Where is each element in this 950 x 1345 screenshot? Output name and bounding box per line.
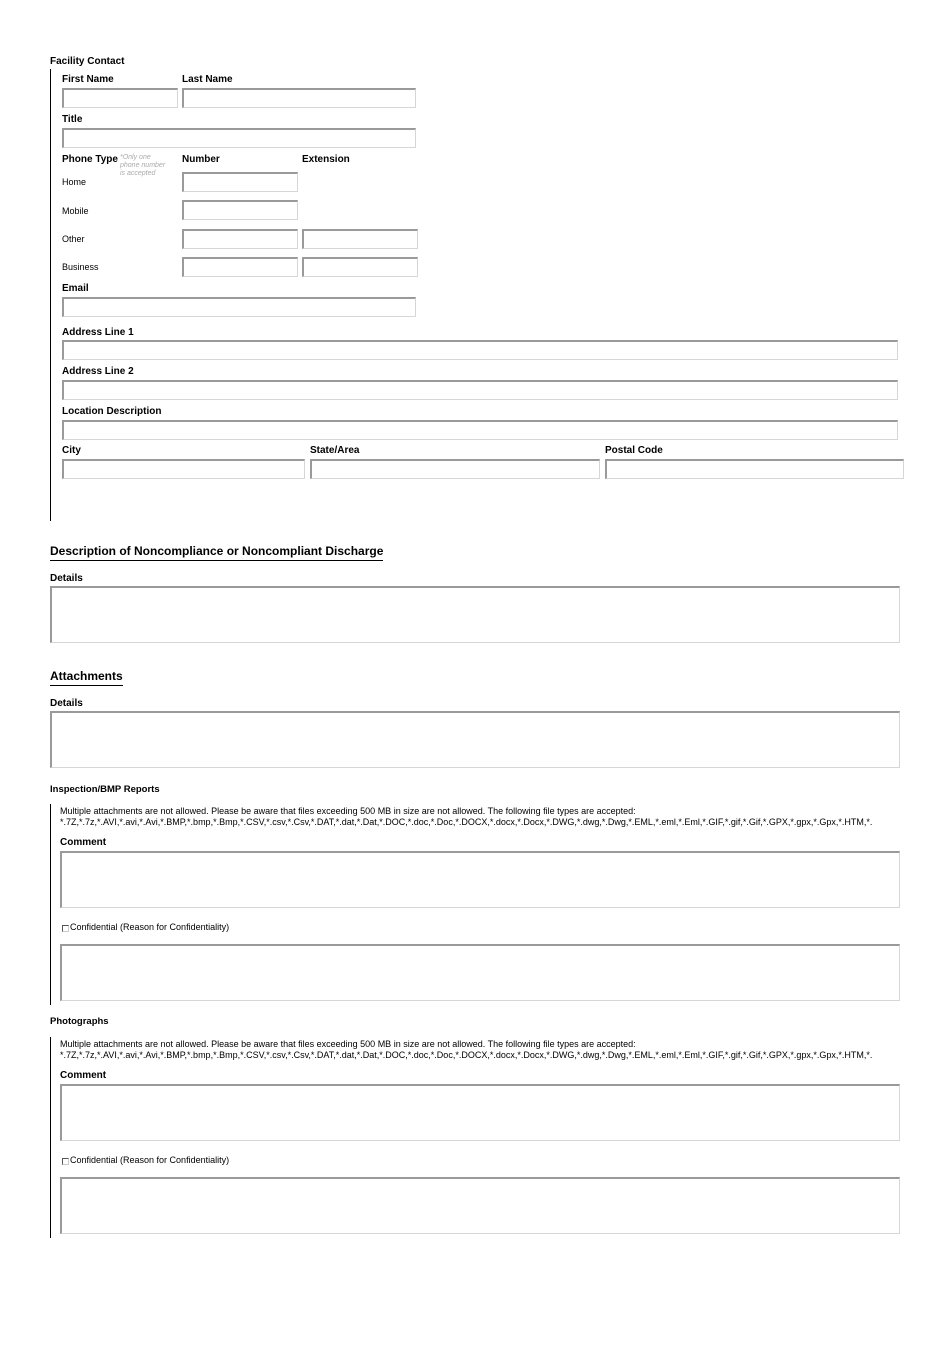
address2-input[interactable] — [62, 380, 898, 400]
phone-type-home: Home — [62, 177, 87, 187]
city-input[interactable] — [62, 459, 305, 479]
business-extension-input[interactable] — [302, 257, 418, 277]
photographs-comment-textarea[interactable] — [60, 1084, 900, 1141]
number-label: Number — [182, 154, 220, 165]
mobile-number-input[interactable] — [182, 200, 298, 220]
title-input[interactable] — [62, 128, 416, 148]
photographs-label: Photographs — [50, 1016, 109, 1027]
address2-label: Address Line 2 — [62, 366, 134, 377]
phone-type-other: Other — [62, 234, 85, 244]
state-input[interactable] — [310, 459, 600, 479]
noncompliance-details-textarea[interactable] — [50, 586, 900, 643]
section-divider — [50, 69, 51, 521]
attachments-details-label: Details — [50, 698, 83, 709]
phone-type-business: Business — [62, 262, 99, 272]
other-number-input[interactable] — [182, 229, 298, 249]
business-number-input[interactable] — [182, 257, 298, 277]
inspection-notice: Multiple attachments are not allowed. Please be aware that files exceeding 500 MB in size are not allowed. The following file types are accepted: — [60, 806, 636, 816]
postal-code-input[interactable] — [605, 459, 904, 479]
photographs-comment-label: Comment — [60, 1070, 107, 1081]
photographs-notice: Multiple attachments are not allowed. Please be aware that files exceeding 500 MB in size are not allowed. The following file types are accepted: — [60, 1039, 636, 1049]
inspection-filetypes: *.7Z,*.7z,*.AVI,*.avi,*.Avi,*.BMP,*.bmp,*.Bmp,*.CSV,*.csv,*.Csv,*.DAT,*.dat,*.Dat,*.DOC,*.doc,*.Doc,*.DOCX,*.docx,*.Docx,*.DWG,*.dwg,*.Dwg,*.EML,*.eml,*.Eml,*.GIF,*.gif,*.Gif,*.GPX,*.gpx,*.Gpx,*.HTM,*. — [60, 817, 873, 827]
title-label: Title — [62, 114, 83, 125]
photographs-divider — [50, 1037, 51, 1238]
facility-contact-heading: Facility Contact — [50, 56, 125, 67]
photographs-filetypes: *.7Z,*.7z,*.AVI,*.avi,*.Avi,*.BMP,*.bmp,*.Bmp,*.CSV,*.csv,*.Csv,*.DAT,*.dat,*.Dat,*.DOC,*.doc,*.Doc,*.DOCX,*.docx,*.Docx,*.DWG,*.dwg,*.Dwg,*.EML,*.eml,*.Eml,*.GIF,*.gif,*.Gif,*.GPX,*.gpx,*.Gpx,*.HTM,*. — [60, 1050, 873, 1060]
location-description-label: Location Description — [62, 406, 162, 417]
home-number-input[interactable] — [182, 172, 298, 192]
photographs-confidential-reason-textarea[interactable] — [60, 1177, 900, 1234]
location-description-input[interactable] — [62, 420, 898, 440]
address1-label: Address Line 1 — [62, 327, 134, 338]
inspection-confidential-checkbox[interactable] — [62, 925, 69, 932]
inspection-divider — [50, 804, 51, 1005]
photographs-confidential-label: Confidential (Reason for Confidentiality) — [70, 1155, 230, 1165]
other-extension-input[interactable] — [302, 229, 418, 249]
extension-label: Extension — [302, 154, 350, 165]
last-name-label: Last Name — [182, 74, 233, 85]
first-name-input[interactable] — [62, 88, 178, 108]
inspection-confidential-reason-textarea[interactable] — [60, 944, 900, 1001]
address1-input[interactable] — [62, 340, 898, 360]
state-label: State/Area — [310, 445, 360, 456]
inspection-comment-label: Comment — [60, 837, 107, 848]
last-name-input[interactable] — [182, 88, 416, 108]
attachments-heading: Attachments — [50, 669, 123, 686]
noncompliance-heading: Description of Noncompliance or Noncompliant Discharge — [50, 544, 383, 561]
email-input[interactable] — [62, 297, 416, 317]
email-label: Email — [62, 283, 89, 294]
phone-type-mobile: Mobile — [62, 206, 89, 216]
inspection-comment-textarea[interactable] — [60, 851, 900, 908]
postal-code-label: Postal Code — [605, 445, 663, 456]
noncompliance-details-label: Details — [50, 573, 83, 584]
photographs-confidential-checkbox[interactable] — [62, 1158, 69, 1165]
inspection-reports-label: Inspection/BMP Reports — [50, 784, 160, 795]
city-label: City — [62, 445, 81, 456]
phone-note: *Only one phone number is accepted — [120, 154, 166, 177]
attachments-details-textarea[interactable] — [50, 711, 900, 768]
inspection-confidential-label: Confidential (Reason for Confidentiality) — [70, 922, 230, 932]
first-name-label: First Name — [62, 74, 114, 85]
phone-type-label: Phone Type — [62, 154, 118, 165]
